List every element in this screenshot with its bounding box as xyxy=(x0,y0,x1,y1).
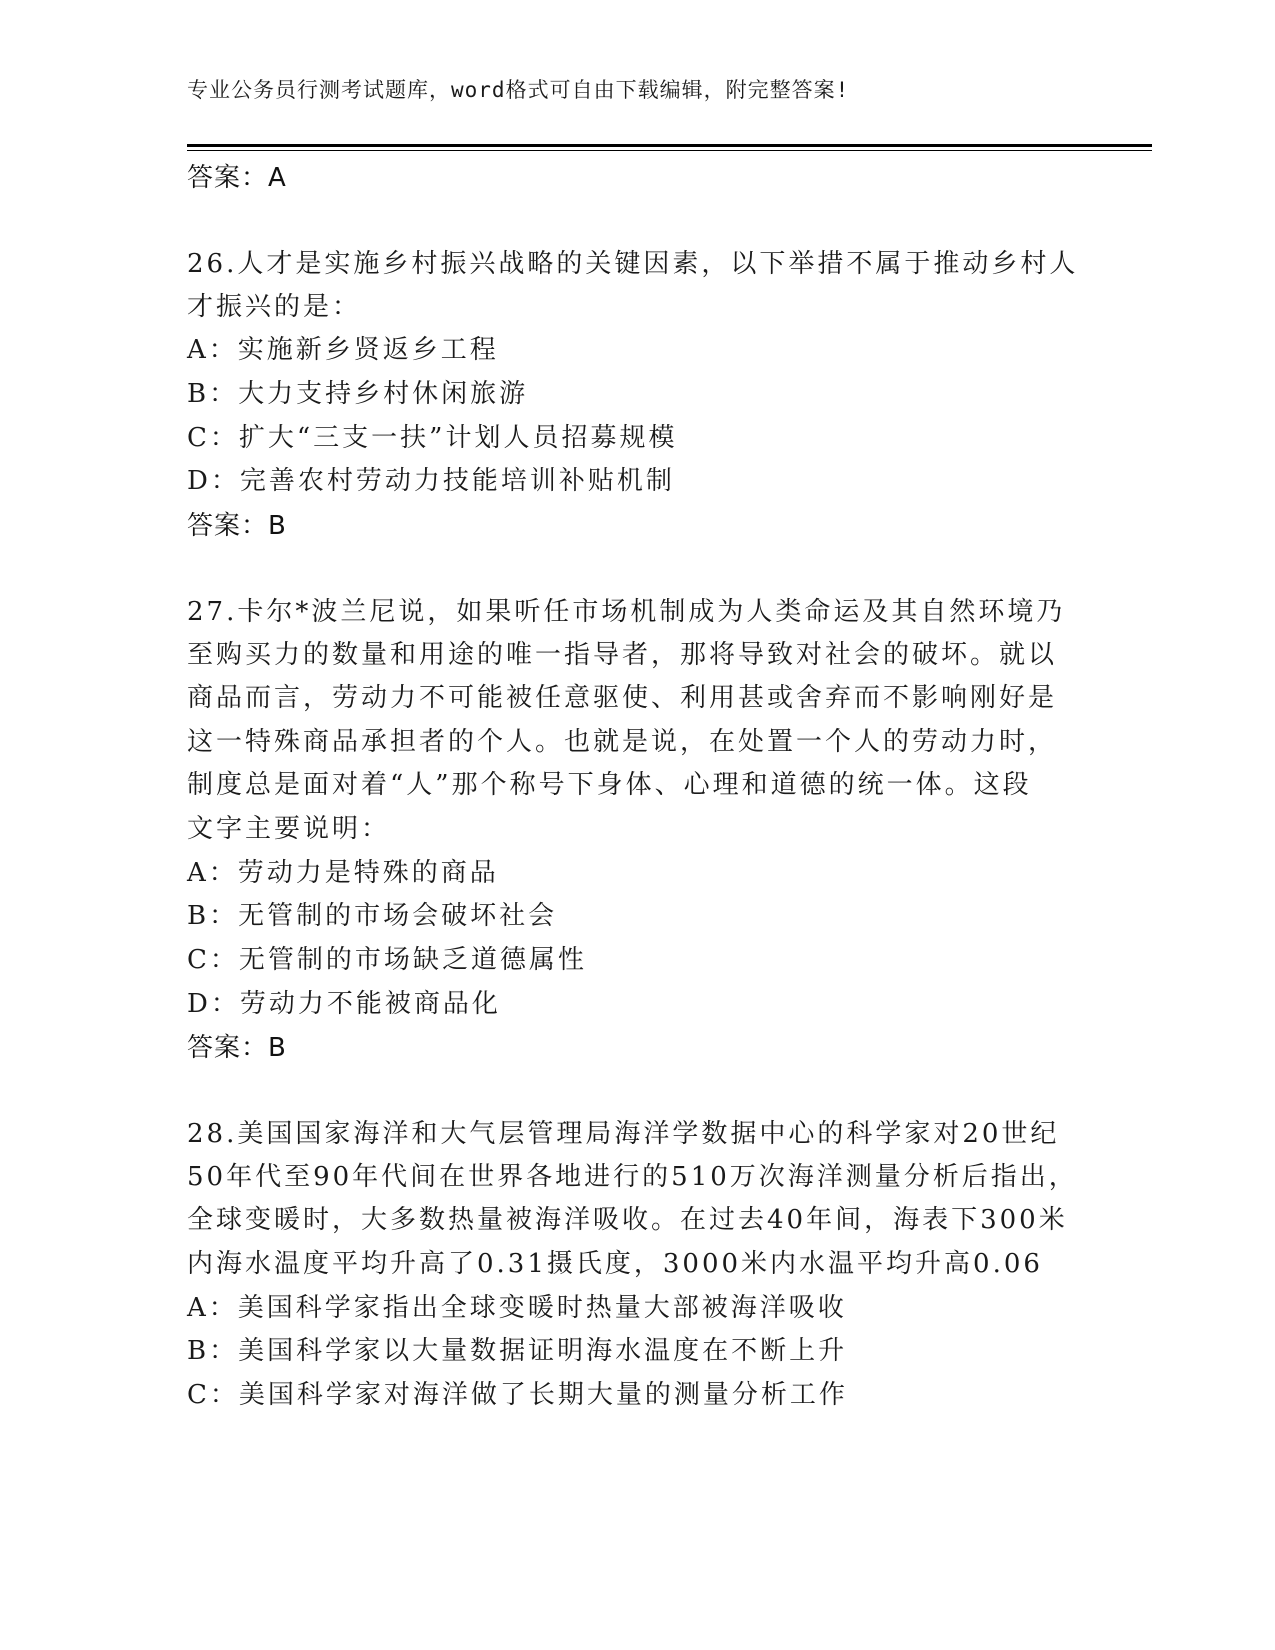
question-28-stem-line-3: 全球变暖时，大多数热量被海洋吸收。在过去40年间，海表下300米 xyxy=(187,1205,1068,1235)
question-26-option-c: C：扩大“三支一扶”计划人员招募规模 xyxy=(187,423,678,453)
header-divider-thin xyxy=(187,150,1152,151)
question-28-stem-line-2: 50年代至90年代间在世界各地进行的510万次海洋测量分析后指出， xyxy=(187,1162,1078,1192)
question-27-stem-line-6: 文字主要说明： xyxy=(187,814,391,844)
question-28-option-c: C：美国科学家对海洋做了长期大量的测量分析工作 xyxy=(187,1380,848,1410)
question-26-option-a: A：实施新乡贤返乡工程 xyxy=(187,335,499,365)
question-26-stem-line-2: 才振兴的是： xyxy=(187,292,362,322)
question-28-stem-line-1: 28.美国国家海洋和大气层管理局海洋学数据中心的科学家对20世纪 xyxy=(187,1119,1060,1149)
question-27-stem-line-1: 27.卡尔*波兰尼说，如果听任市场机制成为人类命运及其自然环境乃 xyxy=(187,597,1066,627)
header-divider-thick xyxy=(187,144,1152,147)
question-26-stem-line-1: 26.人才是实施乡村振兴战略的关键因素，以下举措不属于推动乡村人 xyxy=(187,249,1079,279)
question-27-option-d: D：劳动力不能被商品化 xyxy=(187,989,501,1019)
question-26-option-d: D：完善农村劳动力技能培训补贴机制 xyxy=(187,466,675,496)
previous-answer: 答案：A xyxy=(187,163,287,193)
question-28-stem-line-4: 内海水温度平均升高了0.31摄氏度，3000米内水温平均升高0.06 xyxy=(187,1249,1043,1279)
question-28-option-a: A：美国科学家指出全球变暖时热量大部被海洋吸收 xyxy=(187,1293,847,1323)
question-27-option-a: A：劳动力是特殊的商品 xyxy=(187,858,499,888)
question-27-stem-line-4: 这一特殊商品承担者的个人。也就是说，在处置一个人的劳动力时， xyxy=(187,727,1058,757)
question-28-option-b: B：美国科学家以大量数据证明海水温度在不断上升 xyxy=(187,1336,848,1366)
question-27-stem-line-5: 制度总是面对着“人”那个称号下身体、心理和道德的统一体。这段 xyxy=(187,770,1032,800)
question-27-option-c: C：无管制的市场缺乏道德属性 xyxy=(187,945,587,975)
question-26-answer: 答案：B xyxy=(187,511,287,541)
question-27-answer: 答案：B xyxy=(187,1033,287,1063)
question-27-stem-line-2: 至购买力的数量和用途的唯一指导者，那将导致对社会的破坏。就以 xyxy=(187,640,1058,670)
question-27-option-b: B：无管制的市场会破坏社会 xyxy=(187,901,558,931)
question-27-stem-line-3: 商品而言，劳动力不可能被任意驱使、利用甚或舍弃而不影响刚好是 xyxy=(187,683,1058,713)
page-header: 专业公务员行测考试题库，word格式可自由下载编辑，附完整答案! xyxy=(187,78,850,102)
question-26-option-b: B：大力支持乡村休闲旅游 xyxy=(187,379,529,409)
